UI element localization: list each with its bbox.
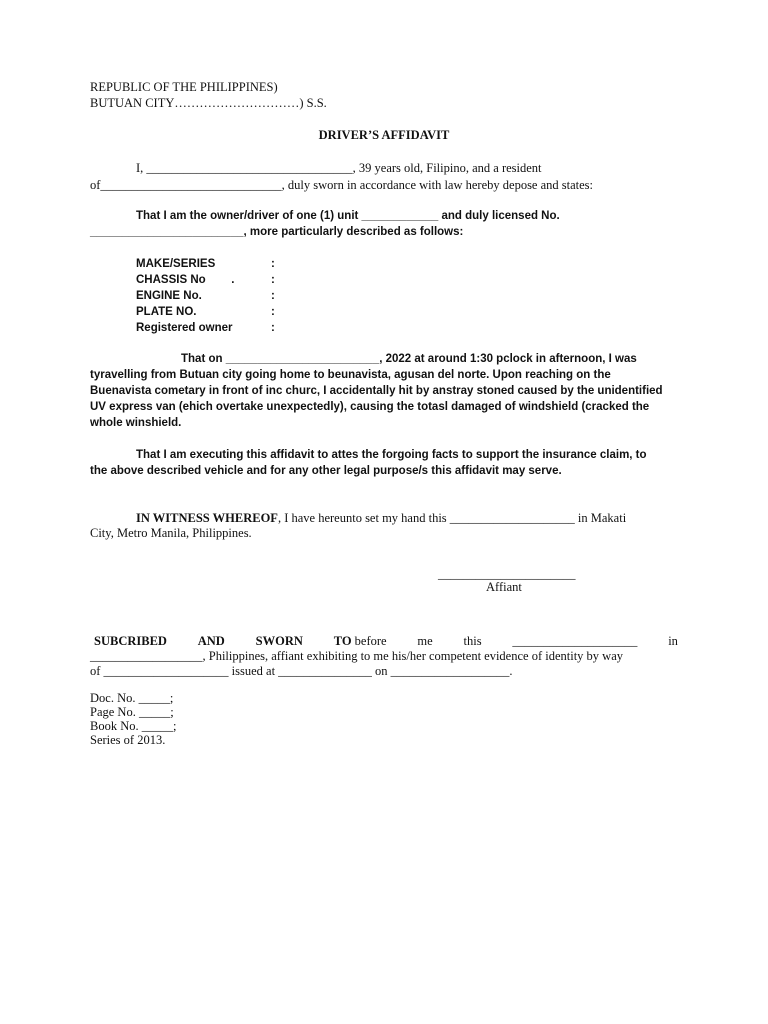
field-colon: : xyxy=(271,274,275,286)
jurat-word: SWORN xyxy=(255,634,303,648)
jurat-word: AND xyxy=(197,634,225,648)
jurat-to: TO xyxy=(333,634,352,648)
field-label: CHASSIS No . xyxy=(136,274,235,286)
field-colon: : xyxy=(271,306,275,318)
field-make-series xyxy=(136,258,275,270)
jurat-word: ____________________ xyxy=(512,634,638,648)
witness-line-1-rest: , I have hereunto set my hand this ____________________ in Makati xyxy=(277,511,627,525)
header-republic: REPUBLIC OF THE PHILIPPINES) xyxy=(90,80,278,94)
jurat-word: me xyxy=(417,634,433,648)
series: Series of 2013. xyxy=(90,733,166,747)
jurat-before: before xyxy=(354,634,387,648)
incident-line-2: tyravelling from Butuan city going home to beunavista, agusan del norte. Upon reaching on the xyxy=(90,369,611,381)
witness-line-2: City, Metro Manila, Philippines. xyxy=(90,526,252,540)
jurat-word: this xyxy=(463,634,482,648)
intro-line-2: of_____________________________, duly sworn in accordance with law hereby depose and states: xyxy=(90,178,594,192)
affiant-label: Affiant xyxy=(486,580,522,594)
affiant-signature-line: ______________________ xyxy=(438,567,576,581)
incident-line-5: whole winshield. xyxy=(90,417,182,429)
purpose-line-2: the above described vehicle and for any other legal purpose/s this affidavit may serve. xyxy=(90,465,562,477)
document-title: DRIVER’S AFFIDAVIT xyxy=(318,128,450,142)
jurat-word: SUBCRIBED xyxy=(94,634,167,648)
jurat-line-3: of ____________________ issued at _______________ on ___________________. xyxy=(90,664,513,678)
field-colon: : xyxy=(271,258,275,270)
field-plate xyxy=(136,306,275,318)
intro-line-1: I, _________________________________, 39 years old, Filipino, and a resident xyxy=(136,161,542,175)
page-no: Page No. _____; xyxy=(90,705,174,719)
incident-line-1: That on ________________________, 2022 at around 1:30 pclock in afternoon, I was xyxy=(181,353,637,365)
witness-bold-lead: IN WITNESS WHEREOF xyxy=(136,511,278,525)
doc-no: Doc. No. _____; xyxy=(90,691,174,705)
jurat-line-1 xyxy=(94,634,678,649)
field-label: ENGINE No. xyxy=(136,290,202,302)
field-registered-owner xyxy=(136,322,275,334)
field-colon: : xyxy=(271,290,275,302)
witness-line-1 xyxy=(136,511,626,526)
owner-line-2: ________________________, more particularly described as follows: xyxy=(90,226,464,238)
owner-line-1: That I am the owner/driver of one (1) unit ____________ and duly licensed No. xyxy=(136,210,560,222)
field-label: MAKE/SERIES xyxy=(136,258,216,270)
jurat-word: in xyxy=(668,634,678,648)
field-colon: : xyxy=(271,322,275,334)
purpose-line-1: That I am executing this affidavit to attes the forgoing facts to support the insurance claim, to xyxy=(136,449,647,461)
incident-line-3: Buenavista cometary in front of inc churc, I accidentally hit by anstray stoned caused by the unidentified xyxy=(90,385,663,397)
header-city: BUTUAN CITY…………………………) S.S. xyxy=(90,96,327,110)
field-label: PLATE NO. xyxy=(136,306,197,318)
jurat-line-2: __________________, Philippines, affiant exhibiting to me his/her competent evidence of identity by way xyxy=(90,649,624,663)
field-chassis xyxy=(136,274,275,286)
incident-line-4: UV express van (ehich overtake unexpectedly), causing the totasl damaged of windshield (cracked the xyxy=(90,401,650,413)
book-no: Book No. _____; xyxy=(90,719,177,733)
field-engine xyxy=(136,290,275,302)
jurat-word xyxy=(334,634,387,649)
field-label: Registered owner xyxy=(136,322,233,334)
